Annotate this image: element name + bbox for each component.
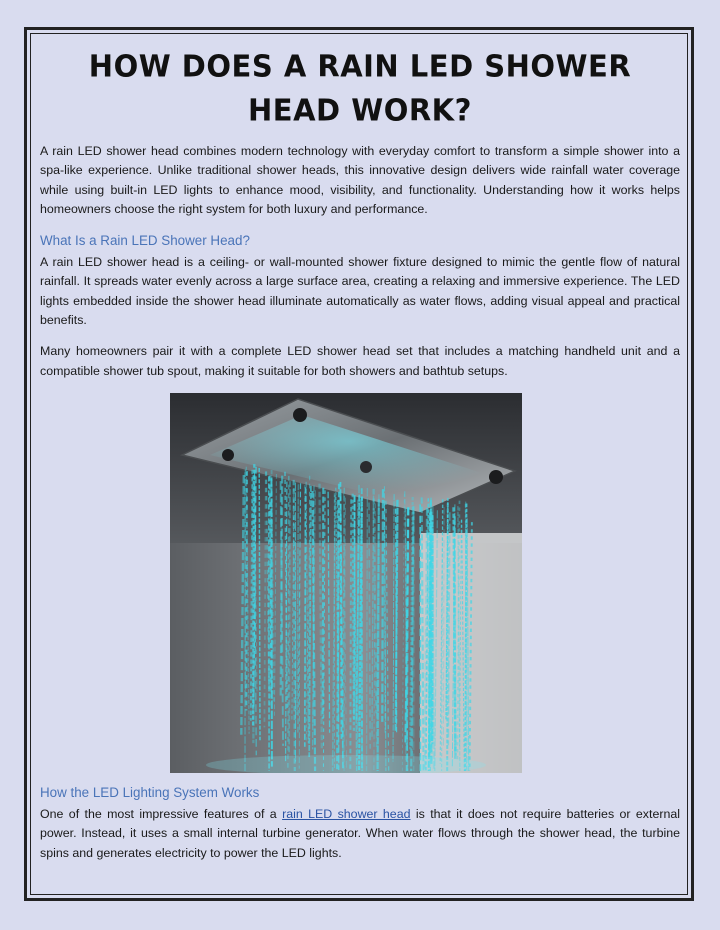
section1-paragraph-2: Many homeowners pair it with a complete LED shower head set that includes a matching handheld unit and a compatible shower tub spout, making it suitable for both showers and bathtub setups.: [40, 344, 680, 378]
section2-paragraph: [40, 805, 680, 863]
rain-led-shower-head-link[interactable]: rain LED shower head: [282, 806, 411, 821]
page-title: HOW DOES A RAIN LED SHOWER HEAD WORK?: [88, 48, 632, 128]
rain-stream: [455, 516, 456, 759]
rain-stream: [367, 488, 368, 771]
section-heading-led-system: How the LED Lighting System Works: [40, 784, 260, 800]
section1-paragraph-1: A rain LED shower head is a ceiling- or wall-mounted shower fixture designed to mimic the gentle flow of natural rainfall. It spreads water evenly across a large surface area, creating a relaxing and immersive experience. The LED lights embedded inside the shower head illuminate automatically as water flows, adding visual appeal and practical benefits.: [40, 255, 680, 328]
shower-head-photo: [170, 393, 522, 773]
shower-head-illustration: [170, 393, 522, 773]
nozzle-right-icon: [489, 470, 503, 484]
section2-text-end: is that it does not require batteries or external power. Instead, it uses a small internal turbine generator. When water flows through the shower head, the turbine spins and generates electricity to power the LED lights.: [40, 806, 681, 860]
intro-paragraph: A rain LED shower head combines modern technology with everyday comfort to transform a simple shower into a spa-like experience. Unlike traditional shower heads, this innovative design delivers wide rainfall water coverage while using built-in LED lights to enhance mood, visibility, and functionality. Understanding how it works helps homeowners choose the right system for both luxury and performance.: [40, 144, 680, 216]
section-heading-what-is: What Is a Rain LED Shower Head?: [40, 233, 250, 249]
rain-stream: [382, 489, 383, 722]
nozzle-top-icon: [293, 408, 307, 422]
document-content: [40, 44, 680, 875]
rain-stream: [259, 468, 260, 740]
nozzle-center-icon: [360, 461, 372, 473]
nozzle-left-icon: [222, 449, 234, 461]
section2-text-start: One of the most impressive features of a: [40, 806, 283, 821]
